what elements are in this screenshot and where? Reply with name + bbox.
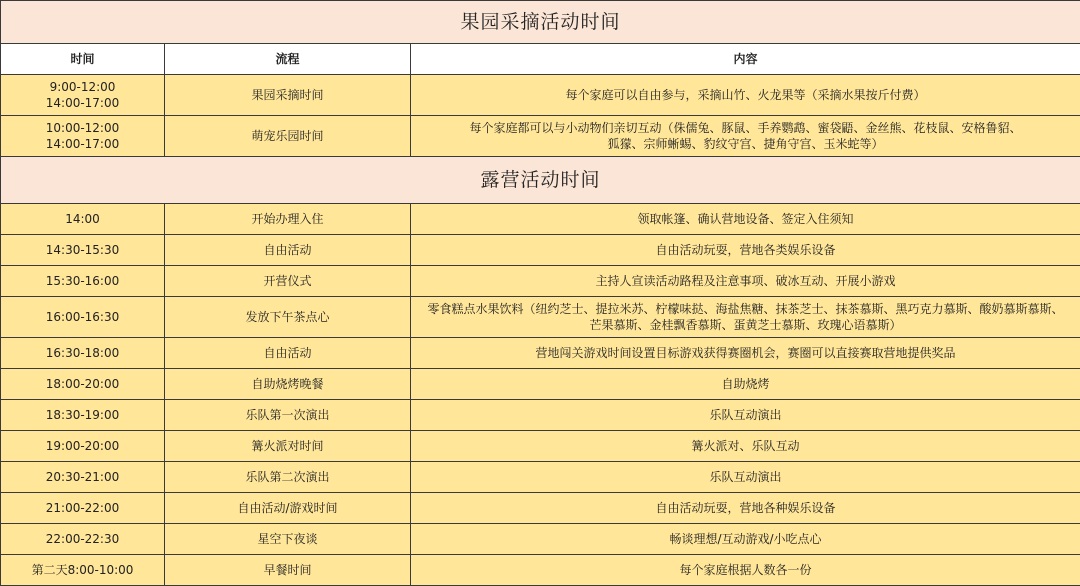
time-cell xyxy=(1,369,165,400)
table-row xyxy=(1,462,1080,493)
content-cell-line: 自助烧烤 xyxy=(721,377,770,391)
content-cell xyxy=(411,266,1080,297)
content-cell xyxy=(411,235,1080,266)
section-title: 露营活动时间 xyxy=(1,157,1080,204)
time-cell-line: 18:30-19:00 xyxy=(45,408,120,422)
time-cell xyxy=(1,116,165,157)
content-cell-line: 芒果慕斯、金桂飘香慕斯、蛋黄芝士慕斯、玫瑰心语慕斯） xyxy=(589,318,902,332)
time-cell-line: 9:00-12:00 xyxy=(49,80,116,94)
content-cell xyxy=(411,297,1080,338)
flow-cell: 自由活动 xyxy=(165,235,411,266)
content-cell xyxy=(411,524,1080,555)
flow-cell: 果园采摘时间 xyxy=(165,75,411,116)
table-row xyxy=(1,524,1080,555)
table-row xyxy=(1,266,1080,297)
table-row xyxy=(1,75,1080,116)
content-cell-line: 每个家庭可以自由参与，采摘山竹、火龙果等（采摘水果按斤付费） xyxy=(565,88,926,102)
time-cell-line: 20:30-21:00 xyxy=(45,470,120,484)
table-row xyxy=(1,235,1080,266)
flow-cell: 萌宠乐园时间 xyxy=(165,116,411,157)
content-cell-line: 零食糕点水果饮料（纽约芝士、提拉米苏、柠檬味挞、海盐焦糖、抹茶芝士、抹茶慕斯、黑巧克力慕斯、酸奶慕斯慕斯、 xyxy=(427,302,1064,316)
time-cell-line: 14:00-17:00 xyxy=(45,137,120,151)
time-cell-line: 14:30-15:30 xyxy=(45,243,120,257)
time-cell xyxy=(1,235,165,266)
time-cell-line: 16:00-16:30 xyxy=(45,310,120,324)
content-header: 内容 xyxy=(411,44,1080,75)
content-cell xyxy=(411,431,1080,462)
content-cell-line: 篝火派对、乐队互动 xyxy=(691,439,800,453)
time-cell-line: 22:00-22:30 xyxy=(45,532,120,546)
table-row xyxy=(1,431,1080,462)
content-cell-line: 畅谈理想/互动游戏/小吃点心 xyxy=(669,532,822,546)
table-row xyxy=(1,297,1080,338)
time-cell-line: 16:30-18:00 xyxy=(45,346,120,360)
content-cell xyxy=(411,493,1080,524)
flow-header: 流程 xyxy=(165,44,411,75)
time-cell-line: 第二天8:00-10:00 xyxy=(31,563,134,577)
time-cell-line: 19:00-20:00 xyxy=(45,439,120,453)
content-cell xyxy=(411,75,1080,116)
content-cell xyxy=(411,555,1080,586)
content-cell-line: 自由活动玩耍，营地各种娱乐设备 xyxy=(655,501,836,515)
time-cell xyxy=(1,462,165,493)
content-cell-line: 自由活动玩耍，营地各类娱乐设备 xyxy=(655,243,836,257)
time-cell-line: 18:00-20:00 xyxy=(45,377,120,391)
content-cell-line: 乐队互动演出 xyxy=(709,470,782,484)
content-cell-line: 每个家庭根据人数各一份 xyxy=(679,563,812,577)
table-row xyxy=(1,400,1080,431)
content-cell xyxy=(411,204,1080,235)
table-row xyxy=(1,369,1080,400)
time-cell xyxy=(1,431,165,462)
time-cell xyxy=(1,266,165,297)
time-cell xyxy=(1,555,165,586)
flow-cell: 开始办理入住 xyxy=(165,204,411,235)
content-cell xyxy=(411,462,1080,493)
flow-cell: 乐队第二次演出 xyxy=(165,462,411,493)
flow-cell: 星空下夜谈 xyxy=(165,524,411,555)
time-cell-line: 14:00 xyxy=(65,212,100,226)
content-cell-line: 营地闯关游戏时间设置目标游戏获得赛圈机会，赛圈可以直接赛取营地提供奖品 xyxy=(535,346,956,360)
time-cell xyxy=(1,75,165,116)
header-row xyxy=(1,44,1080,75)
content-cell xyxy=(411,116,1080,157)
flow-cell: 篝火派对时间 xyxy=(165,431,411,462)
time-cell xyxy=(1,493,165,524)
content-cell xyxy=(411,400,1080,431)
time-cell xyxy=(1,400,165,431)
time-cell-line: 10:00-12:00 xyxy=(45,121,120,135)
content-cell-line: 主持人宣读活动路程及注意事项、破冰互动、开展小游戏 xyxy=(595,274,896,288)
flow-cell: 自由活动/游戏时间 xyxy=(165,493,411,524)
section-title-row xyxy=(1,157,1080,204)
time-cell xyxy=(1,297,165,338)
table-row xyxy=(1,338,1080,369)
table-row xyxy=(1,116,1080,157)
content-cell xyxy=(411,369,1080,400)
flow-cell: 开营仪式 xyxy=(165,266,411,297)
content-cell xyxy=(411,338,1080,369)
content-cell-line: 领取帐篷、确认营地设备、签定入住须知 xyxy=(637,212,854,226)
time-cell xyxy=(1,204,165,235)
time-header: 时间 xyxy=(1,44,165,75)
flow-cell: 乐队第一次演出 xyxy=(165,400,411,431)
flow-cell: 自助烧烤晚餐 xyxy=(165,369,411,400)
time-cell xyxy=(1,338,165,369)
content-cell-line: 狐獴、宗师蜥蜴、豹纹守宫、捷角守宫、玉米蛇等） xyxy=(607,137,884,151)
flow-cell: 自由活动 xyxy=(165,338,411,369)
time-cell-line: 14:00-17:00 xyxy=(45,96,120,110)
time-cell xyxy=(1,524,165,555)
table-row xyxy=(1,493,1080,524)
flow-cell: 发放下午茶点心 xyxy=(165,297,411,338)
flow-cell: 早餐时间 xyxy=(165,555,411,586)
time-cell-line: 15:30-16:00 xyxy=(45,274,120,288)
section-title: 果园采摘活动时间 xyxy=(1,1,1080,44)
content-cell-line: 每个家庭都可以与小动物们亲切互动（侏儒兔、豚鼠、手养鹦鹉、蜜袋鼯、金丝熊、花枝鼠、安格鲁貂、 xyxy=(469,121,1022,135)
content-cell-line: 乐队互动演出 xyxy=(709,408,782,422)
table-row xyxy=(1,555,1080,586)
table-row xyxy=(1,204,1080,235)
time-cell-line: 21:00-22:00 xyxy=(45,501,120,515)
section-title-row xyxy=(1,1,1080,44)
